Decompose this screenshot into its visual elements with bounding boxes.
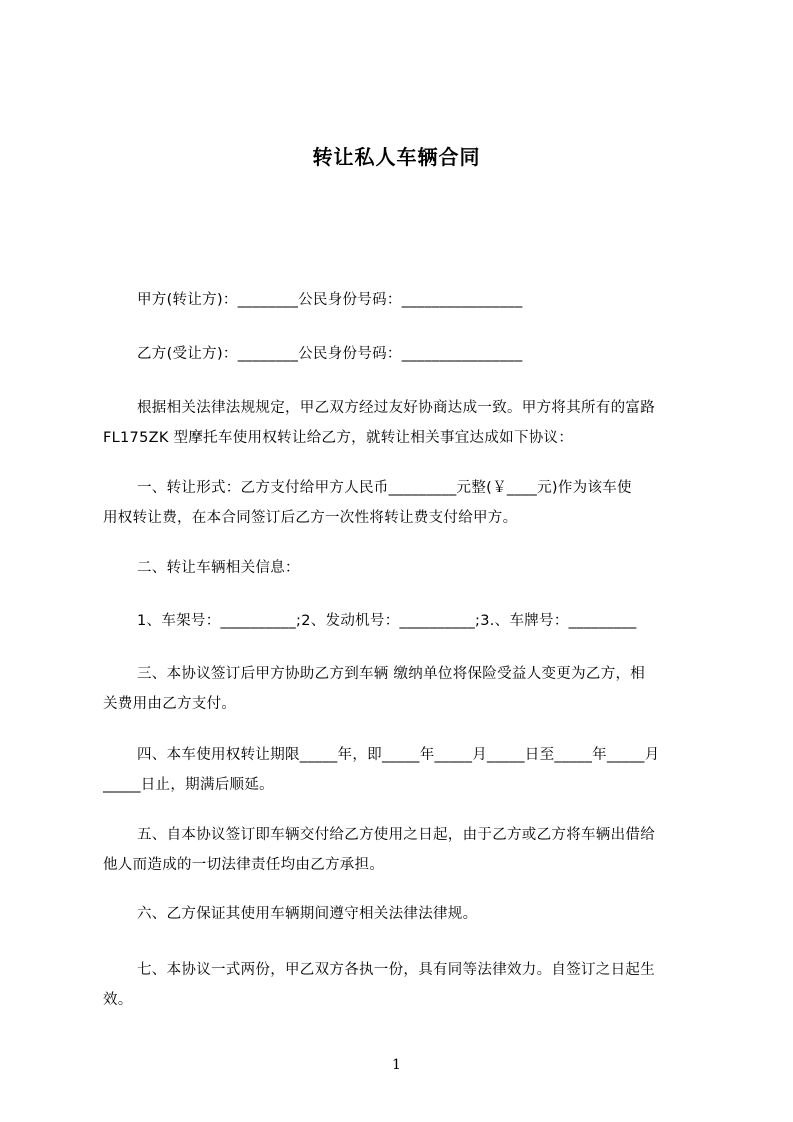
- clause-1-line-2: 用权转让费，在本合同签订后乙方一次性将转让费支付给甲方。: [103, 510, 518, 526]
- clause-5-line-1: 五、自本协议签订即车辆交付给乙方使用之日起，由于乙方或乙方将车辆出借给: [137, 827, 655, 843]
- clause-4-line-2: _____日止，期满后顺延。: [103, 777, 274, 793]
- clause-7-line-1: 七、本协议一式两份，甲乙双方各执一份，具有同等法律效力。自签订之日起生: [137, 962, 655, 978]
- vehicle-info-line: 1、车架号：__________;2、发动机号：__________;3.、车牌号：_________: [137, 613, 637, 629]
- clause-4-line-1: 四、本车使用权转让期限_____年，即_____年_____月_____日至_____年_____月: [137, 747, 660, 763]
- clause-3-line-1: 三、本协议签订后甲方协助乙方到车辆 缴纳单位将保险受益人变更为乙方，相: [137, 666, 646, 682]
- intro-line-2: FL175ZK 型摩托车使用权转让给乙方，就转让相关事宜达成如下协议：: [103, 430, 574, 446]
- clause-6-line: 六、乙方保证其使用车辆期间遵守相关法律法律规。: [137, 906, 478, 922]
- clause-1-line-1: 一、转让形式：乙方支付给甲方人民币_________元整(￥____元)作为该车使: [137, 480, 632, 496]
- party-a-line: 甲方(转让方)：________公民身份号码：________________: [137, 292, 523, 308]
- clause-5-line-2: 他人而造成的一切法律责任均由乙方承担。: [103, 857, 385, 873]
- contract-title: 转让私人车辆合同: [312, 145, 481, 169]
- intro-paragraph: [103, 393, 703, 453]
- clause-5-paragraph: [103, 820, 703, 880]
- party-b-line: 乙方(受让方)：________公民身份号码：________________: [137, 346, 523, 362]
- intro-line-1: 根据相关法律法规规定，甲乙双方经过友好协商达成一致。甲方将其所有的富路: [137, 400, 655, 416]
- page-number: 1: [392, 1057, 401, 1073]
- clause-3-paragraph: [103, 659, 703, 719]
- clause-7-line-2: 效。: [103, 992, 133, 1008]
- clause-1-paragraph: [103, 473, 703, 533]
- clause-4-paragraph: [103, 740, 703, 800]
- clause-7-paragraph: [103, 955, 703, 1015]
- clause-2-heading: 二、转让车辆相关信息：: [137, 560, 300, 576]
- clause-3-line-2: 关费用由乙方支付。: [103, 696, 237, 712]
